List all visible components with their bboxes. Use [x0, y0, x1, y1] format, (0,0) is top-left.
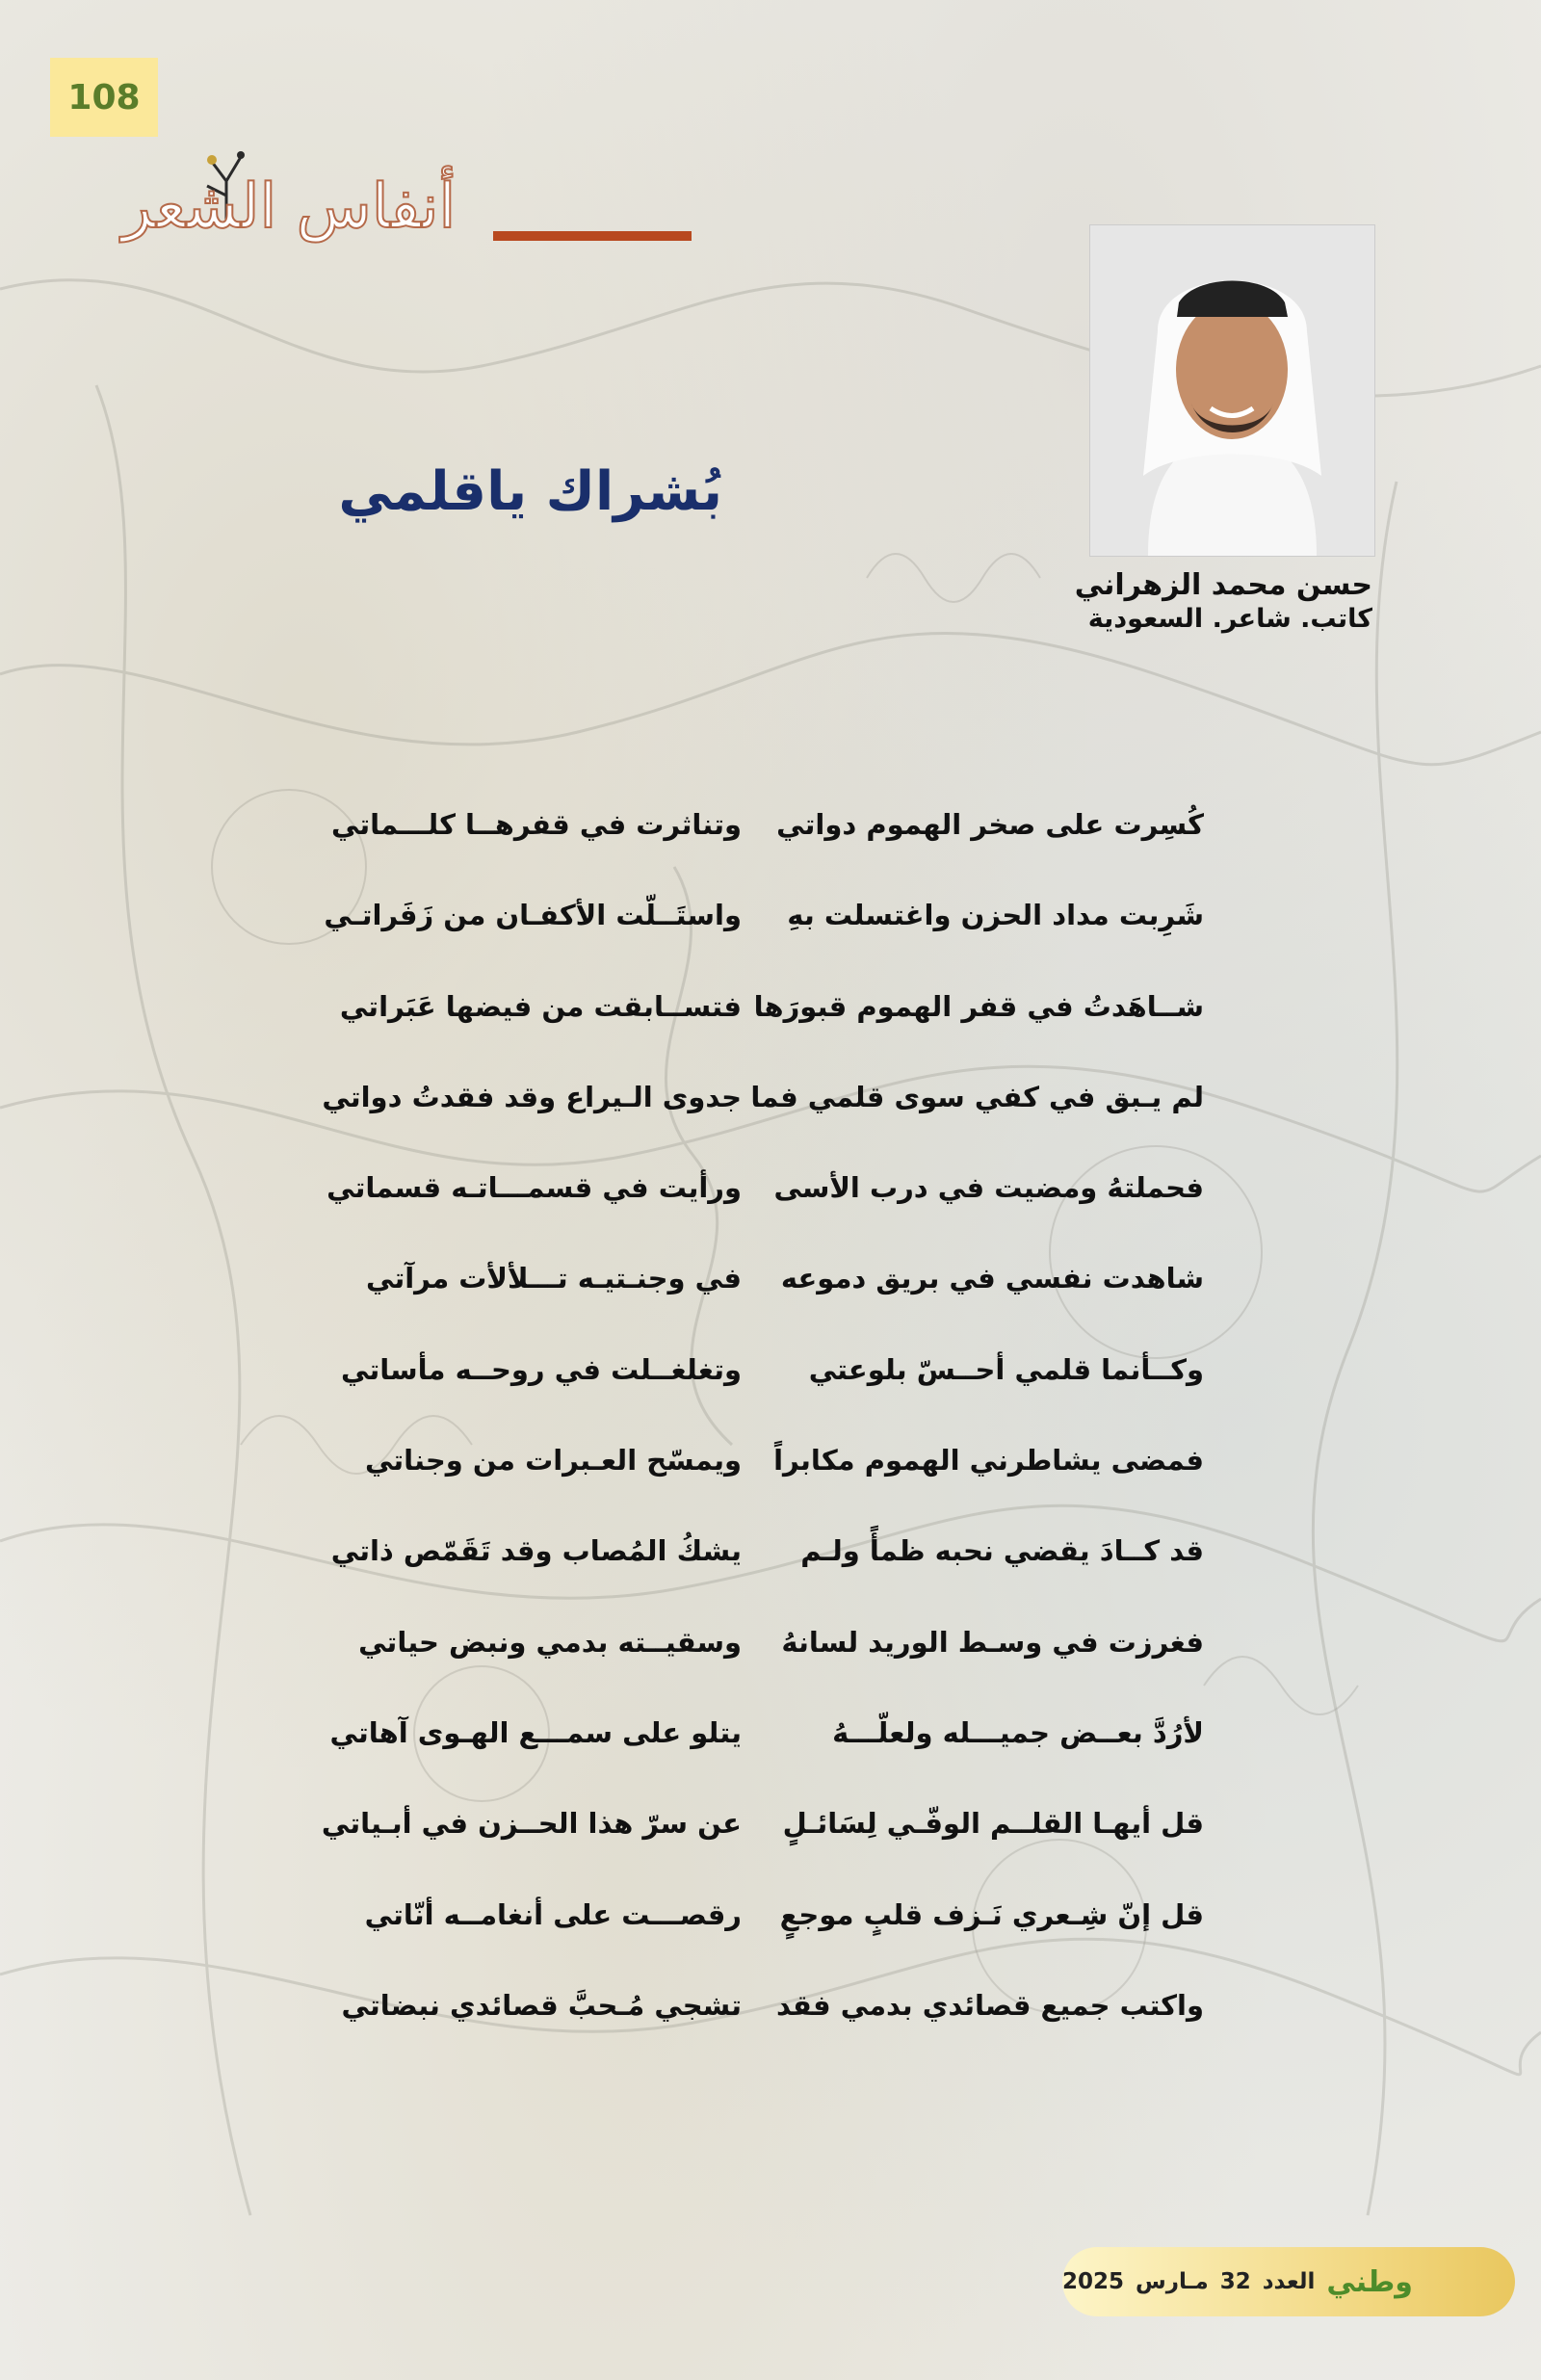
section-accent-bar: [493, 231, 692, 241]
section-logo: [77, 143, 616, 268]
verse-second-hemistich: في وجنـتيـه تـــلألأت مرآتي: [365, 1262, 742, 1295]
verse-first-hemistich: واكتب جميع قصائدي بدمي فقد: [776, 1988, 1204, 2022]
verse: [337, 980, 1204, 1070]
author-info: [1040, 568, 1372, 636]
portrait-image: [1090, 225, 1374, 556]
author-name: حسن محمد الزهراني: [1074, 568, 1372, 602]
verse-first-hemistich: شاهدت نفسي في بريق دموعه: [780, 1262, 1204, 1295]
verse-second-hemistich: وسقيــته بدمي ونبض حياتي: [358, 1625, 742, 1659]
magazine-name: وطني: [1326, 2264, 1413, 2299]
issue-label: العدد: [1262, 2269, 1316, 2294]
verse-first-hemistich: قد كــادَ يقضي نحبه ظمأً ولـم: [800, 1534, 1204, 1568]
verse-first-hemistich: وكــأنما قلمي أحــسّ بلوعتي: [808, 1352, 1204, 1386]
issue-year: 2025: [1062, 2269, 1125, 2294]
verse-first-hemistich: فحملتهُ ومضيت في درب الأسى: [773, 1171, 1204, 1205]
poem-title: بُشراك ياقلمي: [338, 460, 722, 523]
author-photo: [1089, 224, 1375, 557]
verse-first-hemistich: شــاهَدتُ في قفر الهموم قبورَها: [753, 989, 1204, 1023]
verse-first-hemistich: قل إنّ شِـعري نَـزف قلبٍ موجعٍ: [779, 1897, 1204, 1931]
verse-second-hemistich: فتســابقت من فيضها عَبَراتي: [339, 989, 742, 1023]
section-title: أنفاس الشعر: [121, 171, 457, 243]
verse: [337, 1343, 1204, 1433]
verse-second-hemistich: يتلو على سمـــع الهـوى آهاتي: [329, 1715, 742, 1749]
verse-second-hemistich: وتغلغــلت في روحــه مأساتي: [341, 1352, 742, 1386]
verse: [337, 1615, 1204, 1706]
poem-body: [321, 798, 1204, 2069]
issue-footer: [1062, 2247, 1515, 2316]
verse-second-hemistich: ويمسّح العـبرات من وجناتي: [364, 1444, 742, 1478]
verse-second-hemistich: رقصـــت على أنغامــه أنّاتي: [364, 1897, 742, 1931]
verse: [326, 1161, 1204, 1251]
verse: [324, 888, 1204, 979]
verse: [337, 1433, 1204, 1524]
verse: [330, 798, 1204, 888]
verse-first-hemistich: لأرُدَّ بعــض جميـــله ولعلّـــهُ: [832, 1715, 1204, 1749]
verse-first-hemistich: لم يـبق في كفي سوى قلمي فما: [750, 1080, 1204, 1113]
verse: [337, 1978, 1204, 2069]
page-number-badge: 108: [50, 58, 158, 137]
verse-first-hemistich: فغرزت في وسـط الوريد لسانهُ: [781, 1625, 1204, 1659]
verse-second-hemistich: عن سرّ هذا الحــزن في أبـياتي: [321, 1807, 742, 1841]
verse-second-hemistich: يشكُ المُصاب وقد تَقَمّص ذاتي: [330, 1534, 742, 1568]
verse: [330, 1524, 1204, 1614]
verse-first-hemistich: قل أيهـا القلــم الوفّـي لِسَائـلٍ: [782, 1807, 1204, 1841]
verse-second-hemistich: واستَــلّت الأكفـان من زَفَراتـي: [324, 899, 742, 932]
verse: [322, 1070, 1204, 1161]
verse-second-hemistich: تشجي مُـحبَّ قصائدي نبضاتي: [341, 1988, 742, 2022]
verse-second-hemistich: جدوى الـيراع وقد فقدتُ دواتي: [322, 1080, 742, 1113]
verse: [321, 1796, 1204, 1887]
verse-second-hemistich: ورأيت في قسمـــاتـه قسماتي: [326, 1171, 742, 1205]
verse: [337, 1251, 1204, 1342]
verse-first-hemistich: فمضى يشاطرني الهموم مكابراً: [773, 1444, 1204, 1478]
verse-first-hemistich: كُسِرت على صخر الهموم دواتي: [776, 808, 1204, 841]
issue-month: مـارس: [1136, 2269, 1209, 2294]
issue-number: 32: [1219, 2269, 1251, 2294]
author-role: كاتب. شاعر. السعودية: [1087, 604, 1372, 634]
verse: [329, 1706, 1204, 1796]
verse: [337, 1888, 1204, 1978]
verse-second-hemistich: وتناثرت في قفرهــا كلـــماتي: [330, 808, 742, 841]
verse-first-hemistich: شَرِبت مداد الحزن واغتسلت بهِ: [787, 899, 1204, 932]
